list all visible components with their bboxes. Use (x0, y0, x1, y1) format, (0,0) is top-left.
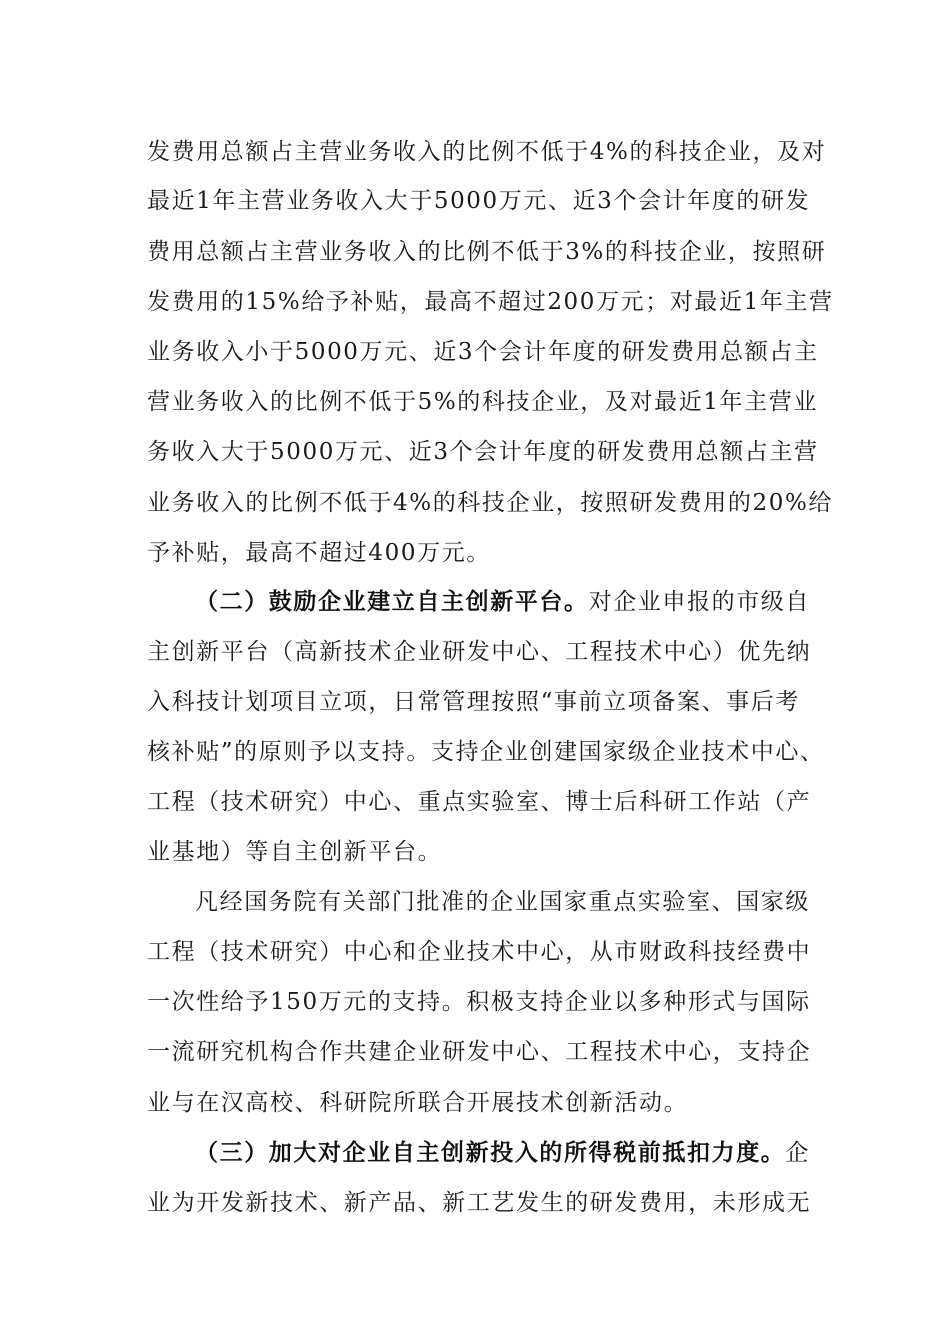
text-line: 凡经国务院有关部门批准的企业国家重点实验室、国家级 (195, 889, 810, 915)
text-line: 主创新平台（高新技术企业研发中心、工程技术中心）优先纳 (147, 639, 812, 665)
text-line: 工程（技术研究）中心、重点实验室、博士后科研工作站（产 (147, 789, 812, 815)
text-line: 工程（技术研究）中心和企业技术中心，从市财政科技经费中 (147, 939, 812, 965)
text-line: 业为开发新技术、新产品、新工艺发生的研发费用，未形成无 (147, 1190, 812, 1216)
text-line: 营业务收入的比例不低于5%的科技企业，及对最近1年主营业 (147, 389, 818, 415)
text-line: 业基地）等自主创新平台。 (147, 839, 443, 865)
text-line: 业与在汉高校、科研院所联合开展技术创新活动。 (147, 1090, 689, 1116)
text-line: 费用总额占主营业务收入的比例不低于3%的科技企业，按照研 (147, 239, 827, 265)
text-line: 业务收入小于5000万元、近3个会计年度的研发费用总额占主 (147, 339, 819, 365)
text-line: 核补贴”的原则予以支持。支持企业创建国家级企业技术中心、 (147, 739, 825, 765)
text-line: 入科技计划项目立项，日常管理按照“事前立项备案、事后考 (147, 689, 800, 715)
heading-line-text: 对企业申报的市级自 (588, 589, 811, 615)
text-line: 发费用的15%给予补贴，最高不超过200万元；对最近1年主营 (147, 289, 834, 315)
text-line: 发费用总额占主营业务收入的比例不低于4%的科技企业，及对 (147, 139, 827, 165)
section-heading: （二）鼓励企业建立自主创新平台。 (195, 589, 589, 615)
heading-line-text: 企 (785, 1140, 811, 1166)
text-line: 最近1年主营业务收入大于5000万元、近3个会计年度的研发 (147, 188, 811, 214)
section-heading: （三）加大对企业自主创新投入的所得税前抵扣力度。 (195, 1140, 786, 1166)
text-line: 予补贴，最高不超过400万元。 (147, 540, 491, 566)
text-line: 一次性给予150万元的支持。积极支持企业以多种形式与国际 (147, 989, 811, 1015)
section-heading-line (195, 1135, 811, 1171)
text-line: 业务收入的比例不低于4%的科技企业，按照研发费用的20%给 (147, 490, 834, 516)
section-heading-line (195, 584, 811, 620)
text-line: 一流研究机构合作共建企业研发中心、工程技术中心，支持企 (147, 1039, 812, 1065)
text-line: 务收入大于5000万元、近3个会计年度的研发费用总额占主营 (147, 439, 819, 465)
